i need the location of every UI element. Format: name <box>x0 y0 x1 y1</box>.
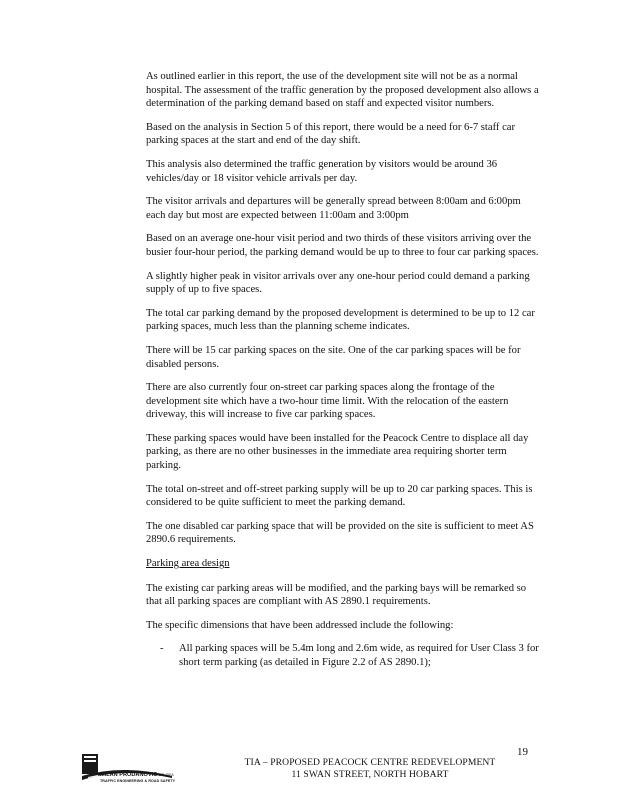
design-paragraph-1: The existing car parking areas will be modified, and the parking bays will be remarked so that all parking spaces are compliant with AS 2890.1 requirements. <box>146 582 527 608</box>
footer-line-1: TIA – PROPOSED PEACOCK CENTRE REDEVELOPMENT <box>244 757 496 768</box>
paragraph-1: As outlined earlier in this report, the use of the development site will not be as a normal hospital. The assessment of the traffic generation by the proposed development also allows a determination of the parking demand based on staff and expected visitor numbers. <box>146 71 539 110</box>
paragraph-3: This analysis also determined the traffic generation by visitors would be around 36 vehicles/day or 18 visitor vehicle arrivals per day. <box>146 158 498 184</box>
logo-name: MILAN PRODANOVIC B.E. FIEA <box>100 772 174 778</box>
footer-line-2: 11 SWAN STREET, NORTH HOBART <box>291 768 449 780</box>
paragraph-10: These parking spaces would have been installed for the Peacock Centre to displace all day parking, as there are no other businesses in the immediate area requiring shorter term parking. <box>146 432 529 472</box>
paragraph-6: A slightly higher peak in visitor arrivals over any one-hour period could demand a parking supply of up to five spaces. <box>146 270 530 296</box>
paragraph-7: The total car parking demand by the proposed development is determined to be up to 12 car parking spaces, much less than the planning scheme indicates. <box>146 307 535 333</box>
paragraph-12: The one disabled car parking space that will be provided on the site is sufficient to meet AS 2890.6 requirements. <box>146 520 534 546</box>
bullet-marker: - <box>160 643 164 655</box>
page-number: 19 <box>517 746 528 758</box>
section-heading: Parking area design <box>146 558 230 570</box>
paragraph-8: There will be 15 car parking spaces on the site. One of the car parking spaces will be for disabled persons. <box>146 344 521 370</box>
logo-tagline: TRAFFIC ENGINEERING & ROAD SAFETY <box>100 779 176 783</box>
paragraph-5: Based on an average one-hour visit period and two thirds of these visitors arriving over the busier four-hour period, the parking demand would be up to three to four car parking spaces. <box>146 233 539 258</box>
page-content <box>146 70 542 670</box>
paragraph-4: The visitor arrivals and departures will be generally spread between 8:00am and 6:00pm each day but most are expected between 11:00am and 3:00pm <box>146 196 521 221</box>
paragraph-9: There are also currently four on-street car parking spaces along the frontage of the development site which have a two-hour time limit. With the relocation of the eastern driveway, this will increase to five car parking spaces. <box>146 382 509 421</box>
bullet-item <box>160 642 542 669</box>
paragraph-11: The total on-street and off-street parking supply will be up to 20 car parking spaces. This is considered to be quite sufficient to meet the parking demand. <box>146 483 533 509</box>
paragraph-2: Based on the analysis in Section 5 of this report, there would be a need for 6-7 staff car parking spaces at the start and end of the day shift. <box>146 121 516 147</box>
page-footer <box>160 757 580 780</box>
design-paragraph-2: The specific dimensions that have been addressed include the following: <box>146 619 454 631</box>
bullet-text: All parking spaces will be 5.4m long and 2.6m wide, as required for User Class 3 for short term parking (as detailed in Figure 2.2 of AS 2890.1); <box>179 643 539 668</box>
